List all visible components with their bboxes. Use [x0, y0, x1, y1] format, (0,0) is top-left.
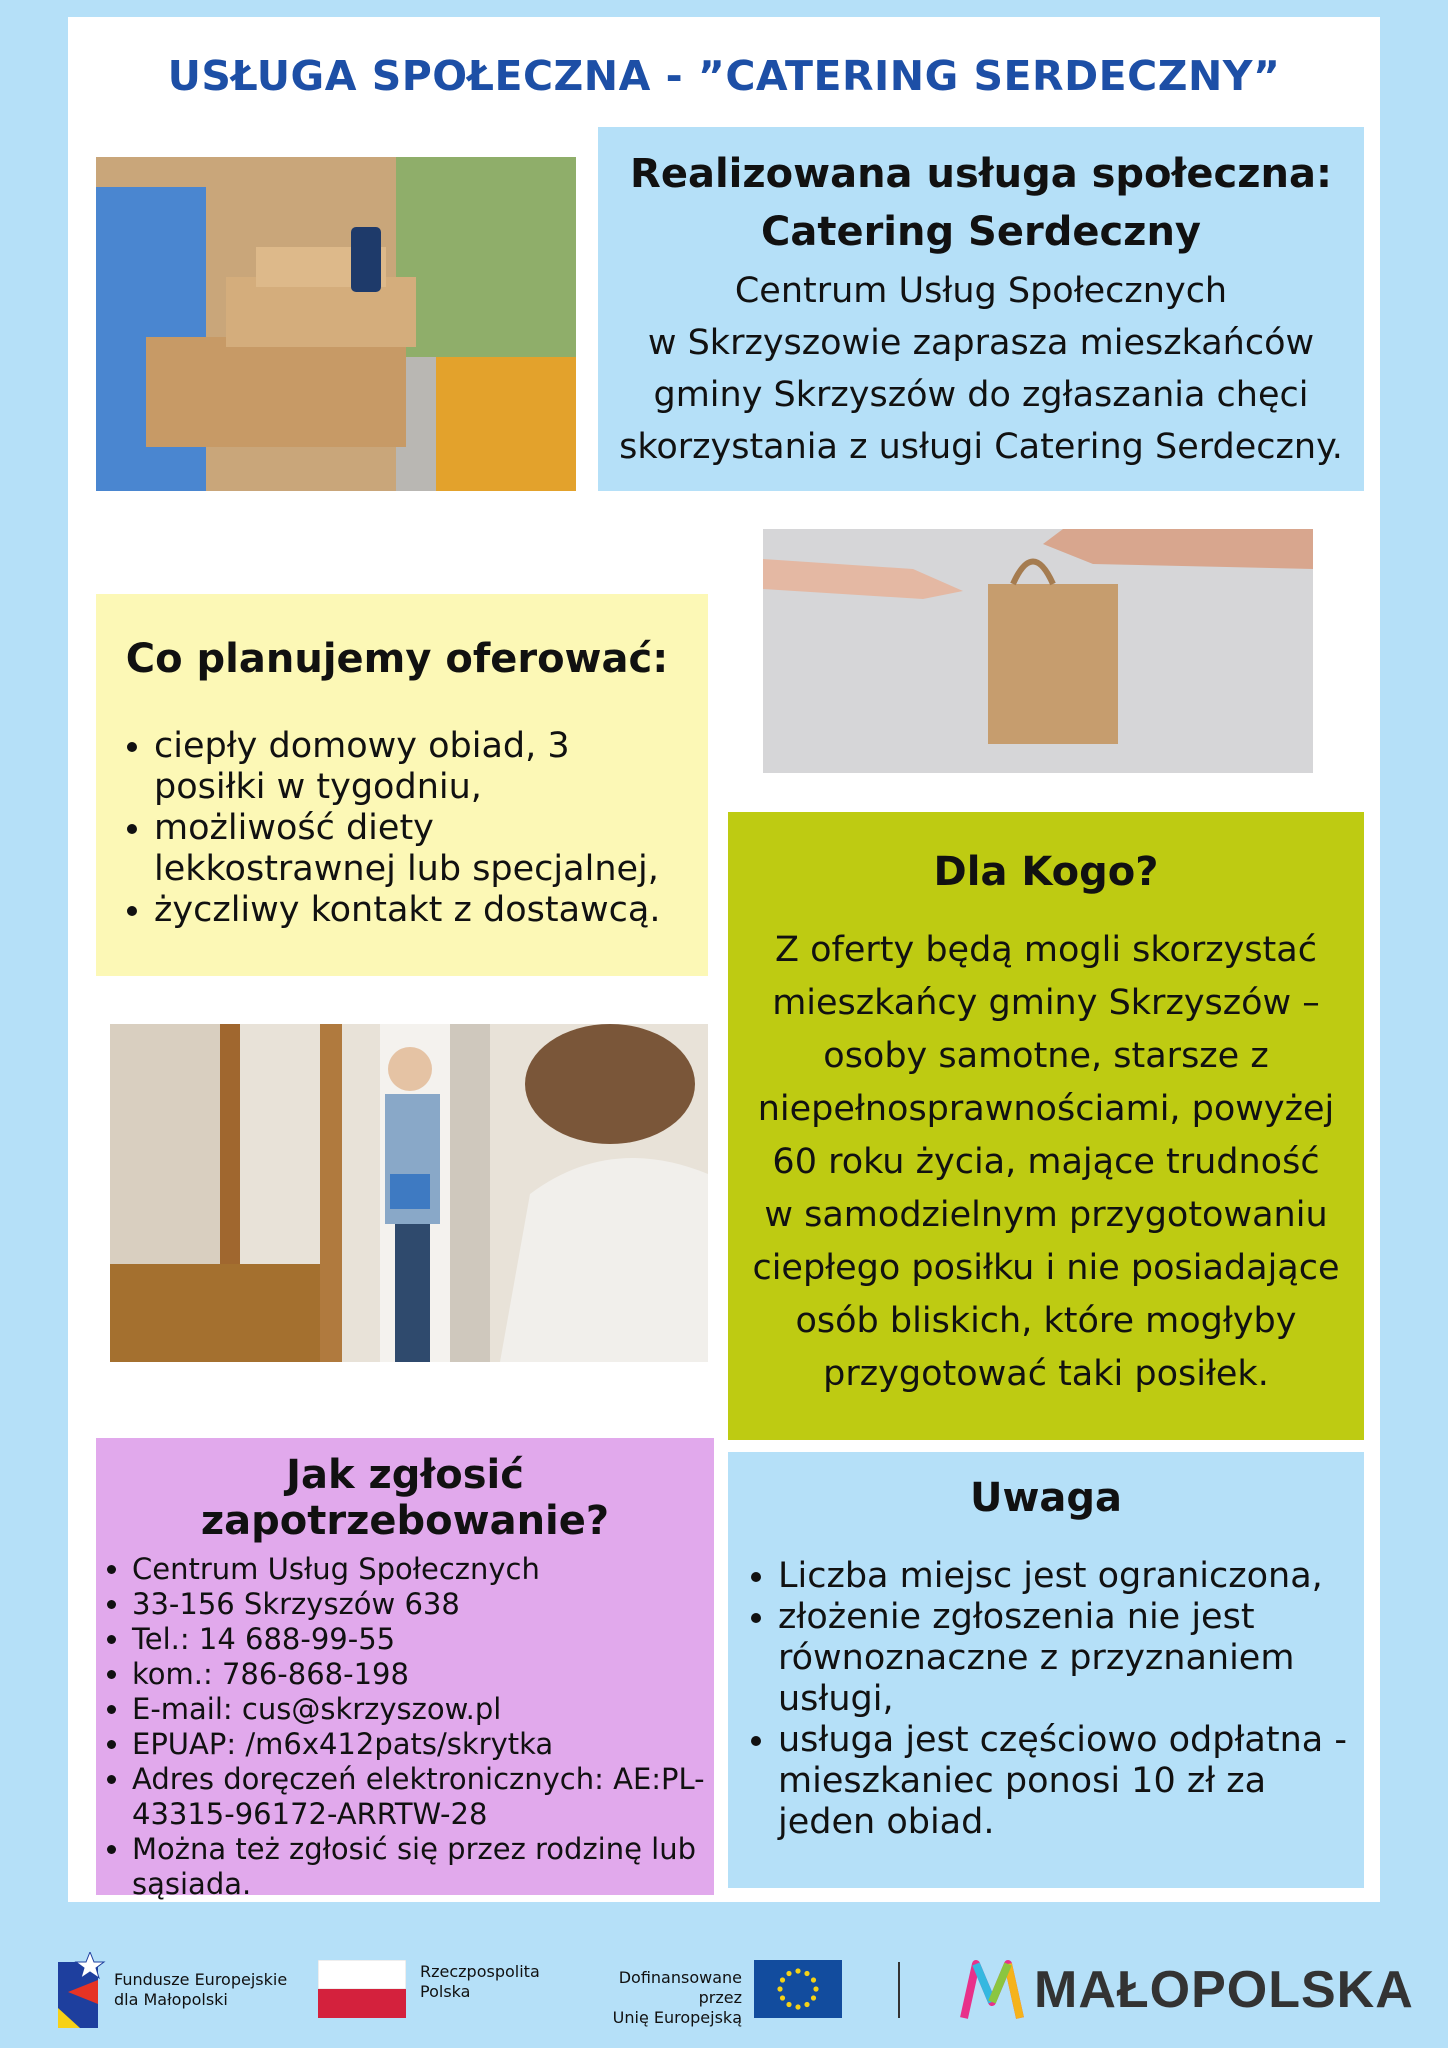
eu-logo-text: Dofinansowane przez Unię Europejską: [612, 1968, 742, 2027]
notice-heading: Uwaga: [969, 1475, 1123, 1521]
offer-box: [96, 594, 708, 976]
offer-heading: Co planujemy oferować:: [125, 636, 669, 682]
offer-list: [110, 726, 684, 931]
fe-logo-text: Fundusze Europejskie dla Małopolski: [114, 1970, 288, 2009]
list-item: • Centrum Usług Społecznych: [132, 1552, 708, 1587]
list-item: • ciepły domowy obiad, 3 posiłki w tygodniu,: [154, 726, 684, 808]
intro-box: [598, 127, 1364, 491]
eu-flag-icon: [754, 1960, 842, 2018]
list-item: • kom.: 786-868-198: [132, 1657, 708, 1692]
paper-bag-handover-photo: [763, 529, 1313, 773]
intro-text: Centrum Usług Społecznych w Skrzyszowie zaprasza mieszkańców gminy Skrzyszów do zgłaszania chęci skorzystania z usługi Catering Serdeczny.: [619, 271, 1343, 467]
door-visit-photo: [110, 1024, 708, 1362]
malopolska-logo-text: MAŁOPOLSKA: [1034, 1961, 1414, 2019]
apply-box: [96, 1438, 714, 1901]
rp-logo-text: Rzeczpospolita Polska: [420, 1962, 540, 2001]
notice-list: [742, 1556, 1350, 1843]
intro-heading-line2: Catering Serdeczny: [760, 209, 1202, 255]
fe-logo-icon: [58, 1952, 106, 2028]
intro-heading-line1: Realizowana usługa społeczna:: [630, 151, 1332, 197]
list-item: • EPUAP: /m6x412pats/skrytka: [132, 1727, 708, 1762]
delivery-boxes-photo: [96, 157, 576, 491]
list-item: • 33-156 Skrzyszów 638: [132, 1587, 708, 1622]
list-item: • życzliwy kontakt z dostawcą.: [154, 890, 684, 931]
apply-heading-line2: zapotrzebowanie?: [200, 1498, 610, 1544]
target-heading: Dla Kogo?: [933, 849, 1159, 895]
list-item: • E-mail: cus@skrzyszow.pl: [132, 1692, 708, 1727]
list-item: • usługa jest częściowo odpłatna - mieszkaniec ponosi 10 zł za jeden obiad.: [778, 1720, 1350, 1843]
polish-flag-icon: [318, 1960, 406, 2018]
apply-list: [102, 1552, 708, 1902]
list-item: • Liczba miejsc jest ograniczona,: [778, 1556, 1350, 1597]
target-box: [728, 812, 1364, 1440]
malopolska-logo-icon: [958, 1958, 1028, 2022]
target-text: Z oferty będą mogli skorzystać mieszkańcy gminy Skrzyszów – osoby samotne, starsze z niepełnosprawnościami, powyżej 60 roku życia, mające trudność w samodzielnym przygotowaniu ciepłego posiłku i nie posiadające osób bliskich, które mogłyby przygotować taki posiłek.: [752, 930, 1340, 1394]
apply-heading-line1: Jak zgłosić: [286, 1452, 524, 1498]
list-item: • możliwość diety lekkostrawnej lub specjalnej,: [154, 808, 684, 890]
list-item: • Adres doręczeń elektronicznych: AE:PL-43315-96172-ARRTW-28: [132, 1762, 708, 1832]
list-item: • Można też zgłosić się przez rodzinę lub sąsiada.: [132, 1832, 708, 1902]
list-item: • Tel.: 14 688-99-55: [132, 1622, 708, 1657]
page-title: USŁUGA SPOŁECZNA - ”CATERING SERDECZNY”: [167, 52, 1281, 100]
list-item: • złożenie zgłoszenia nie jest równoznaczne z przyznaniem usługi,: [778, 1597, 1350, 1720]
notice-box: [728, 1452, 1364, 1888]
logo-divider: [898, 1962, 900, 2018]
